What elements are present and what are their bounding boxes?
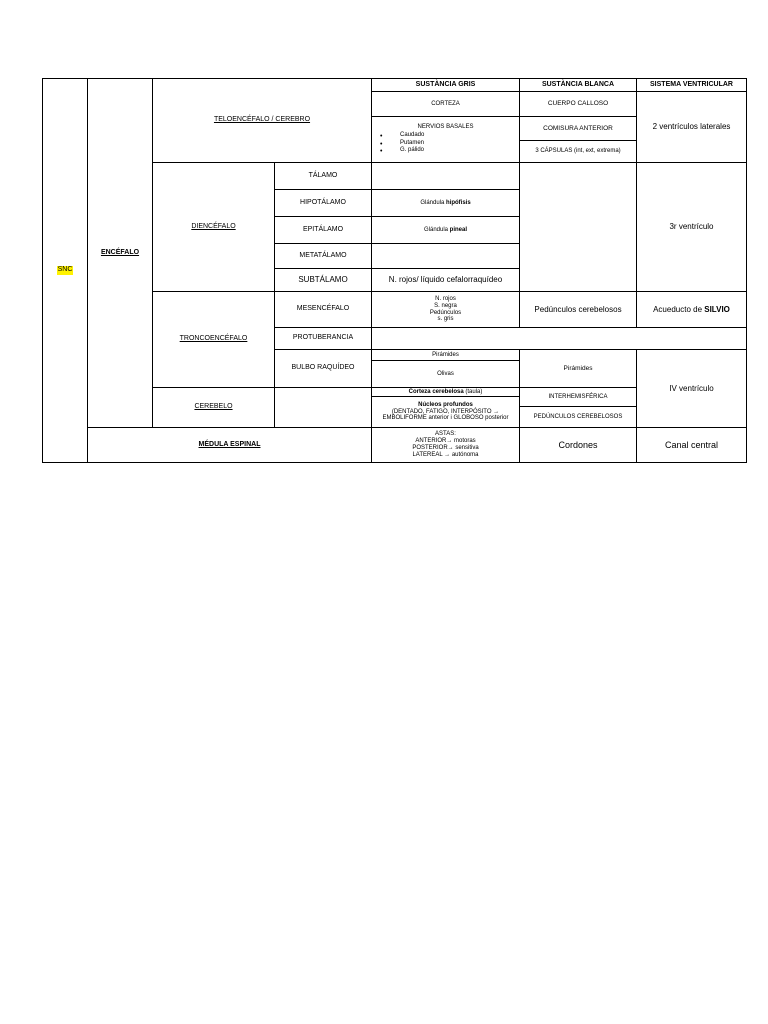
gris-olivas-label: Olivas	[437, 370, 454, 377]
nervios-basales-title: NERVIOS BASALES	[417, 123, 474, 130]
ventricular-cuarto	[636, 349, 747, 428]
gris-nervios-basales	[371, 116, 520, 163]
header-ventricular-label: SISTEMA VENTRICULAR	[650, 80, 733, 88]
ventricular-laterales	[636, 91, 747, 163]
cerebelo-label: CEREBELO	[194, 403, 233, 411]
medula-cell	[87, 427, 372, 463]
tercero-label: 3r ventrículo	[669, 222, 714, 232]
mesencefalo-item: S. negra	[434, 302, 457, 309]
corteza-cerebelosa-bold: Corteza cerebelosa	[408, 388, 464, 395]
gris-subtalamo	[371, 268, 520, 292]
gris-hipotalamo	[371, 189, 520, 217]
gris-corteza-label: CORTEZA	[431, 100, 460, 107]
hipotalamo-label: HIPOTÁLAMO	[300, 198, 346, 206]
pineal-bold: pineal	[449, 226, 468, 233]
subtalamo-label: SUBTÁLAMO	[298, 275, 348, 285]
mesencefalo-item: Pedúnculos	[429, 309, 462, 316]
protuberancia-label: PROTUBERANCIA	[292, 334, 354, 342]
nervios-item: • G. pálido	[400, 147, 424, 155]
subtalamo-cell	[274, 268, 372, 292]
pedunculos-label: Pedúnculos cerebelosos	[534, 304, 622, 314]
cerebelo-cell	[152, 387, 275, 428]
header-gris-label: SUSTÀNCIA GRIS	[415, 80, 476, 88]
hipotalamo-cell	[274, 189, 372, 217]
nucleos-title: Núcleos profundos	[418, 401, 473, 408]
astas-line: POSTERIOR→ sensitiva	[412, 445, 479, 451]
nucleos-line: EMBOLIFORME anterior i GLOBOSO posterior	[382, 415, 509, 422]
snc-label: SNC	[57, 266, 73, 274]
nervios-basales-list	[374, 132, 424, 155]
epitalamo-cell	[274, 216, 372, 244]
canal-label: Canal central	[664, 439, 719, 450]
encefalo-cell	[87, 78, 153, 428]
hipofisis-bold: hipófisis	[446, 199, 471, 206]
teloencefalo-label: TELOENCÉFALO / CEREBRO	[213, 116, 311, 124]
gris-hipofisis	[420, 200, 470, 207]
gris-astas	[371, 427, 520, 463]
medula-label: MÉDULA ESPINAL	[198, 440, 261, 448]
gris-olivas	[371, 360, 520, 388]
nucleos-line: (DENTADO, FATIGO, INTERPÓSITO →	[391, 408, 500, 415]
corteza-cerebelosa-text	[409, 389, 483, 396]
ventricular-acueducto	[636, 291, 747, 328]
blanca-capsulas	[519, 140, 637, 163]
acueducto-text	[653, 305, 730, 314]
blanca-diencefalo	[519, 162, 637, 292]
blanca-cuerpo-calloso	[519, 91, 637, 117]
cerebelo-empty-cell	[274, 387, 372, 428]
astas-title: ASTAS:	[435, 431, 456, 438]
mesencefalo-label: MESENCÉFALO	[296, 305, 350, 313]
diencefalo-cell	[152, 162, 275, 292]
capsulas-label: 3 CÁPSULAS (int, ext, extrema)	[535, 148, 621, 155]
blanca-comisura	[519, 116, 637, 141]
interhemisferica-label: INTERHEMISFÉRICA	[548, 393, 608, 400]
blanca-interhemisferica	[519, 387, 637, 407]
blanca-piramides	[519, 349, 637, 388]
troncoencefalo-label: TRONCOENCÉFALO	[179, 335, 248, 343]
cuarto-label: IV ventrículo	[669, 383, 714, 393]
snc-cell	[42, 78, 88, 463]
metatalamo-cell	[274, 243, 372, 269]
diencefalo-label: DIENCÉFALO	[191, 222, 236, 230]
bulbo-label: BULBO RAQUÍDEO	[291, 364, 355, 372]
astas-line: ANTERIOR→ motoras	[415, 438, 476, 445]
gris-metatalamo	[371, 243, 520, 269]
laterales-label: 2 ventrículos laterales	[652, 122, 731, 132]
teloencefalo-cell	[152, 78, 372, 163]
comisura-label: COMISURA ANTERIOR	[543, 124, 613, 132]
bulbo-cell	[274, 349, 372, 388]
ventricular-tercero	[636, 162, 747, 292]
gris-subtalamo-label: N. rojos/ líquido cefalorraquídeo	[388, 275, 503, 285]
troncoencefalo-cell	[152, 291, 275, 388]
protuberancia-cell	[274, 327, 372, 350]
mesencefalo-item: N. rojos	[435, 295, 456, 302]
blanca-pedunculos-cerebelosos	[519, 406, 637, 428]
ventricular-canal	[636, 427, 747, 463]
epitalamo-label: EPITÁLAMO	[302, 225, 344, 233]
gris-mesencefalo	[371, 291, 520, 328]
blanca-pedunculos	[519, 291, 637, 328]
cuerpo-calloso-label: CUERPO CALLOSO	[547, 100, 609, 108]
mesencefalo-item: s. gris	[437, 316, 454, 323]
metatalamo-label: METATÁLAMO	[299, 251, 347, 259]
gris-pineal	[424, 227, 467, 234]
gris-corteza	[371, 91, 520, 117]
blanca-piramides-label: Pirámides	[563, 364, 593, 372]
protuberancia-empty-row	[371, 327, 747, 350]
pedunculos-cerebelosos-label: PEDÚNCULOS CEREBELOSOS	[533, 413, 623, 420]
talamo-label: TÁLAMO	[308, 171, 338, 179]
header-ventricular	[636, 78, 747, 92]
nervios-item: • Putamen	[400, 140, 424, 148]
acueducto-prefix: Acueducto de	[653, 304, 705, 314]
blanca-cordones	[519, 427, 637, 463]
acueducto-bold: SILVIO	[704, 304, 730, 314]
gris-epitalamo	[371, 216, 520, 244]
gris-piramides-label: Pirámides	[432, 351, 459, 358]
pineal-prefix: Glándula	[423, 226, 450, 233]
mesencefalo-cell	[274, 291, 372, 328]
astas-line: LATEREAL → autónoma	[412, 451, 479, 458]
hipofisis-prefix: Glándula	[420, 199, 446, 206]
gris-talamo	[371, 162, 520, 190]
header-blanca-label: SUSTÀNCIA BLANCA	[541, 80, 615, 88]
header-gris	[371, 78, 520, 92]
header-blanca	[519, 78, 637, 92]
encefalo-label: ENCÉFALO	[100, 248, 140, 256]
gris-nucleos-profundos	[371, 396, 520, 428]
cordones-label: Cordones	[558, 439, 598, 450]
nervios-item: • Caudado	[400, 132, 424, 140]
talamo-cell	[274, 162, 372, 190]
corteza-cerebelosa-rest: (taula)	[463, 388, 483, 395]
